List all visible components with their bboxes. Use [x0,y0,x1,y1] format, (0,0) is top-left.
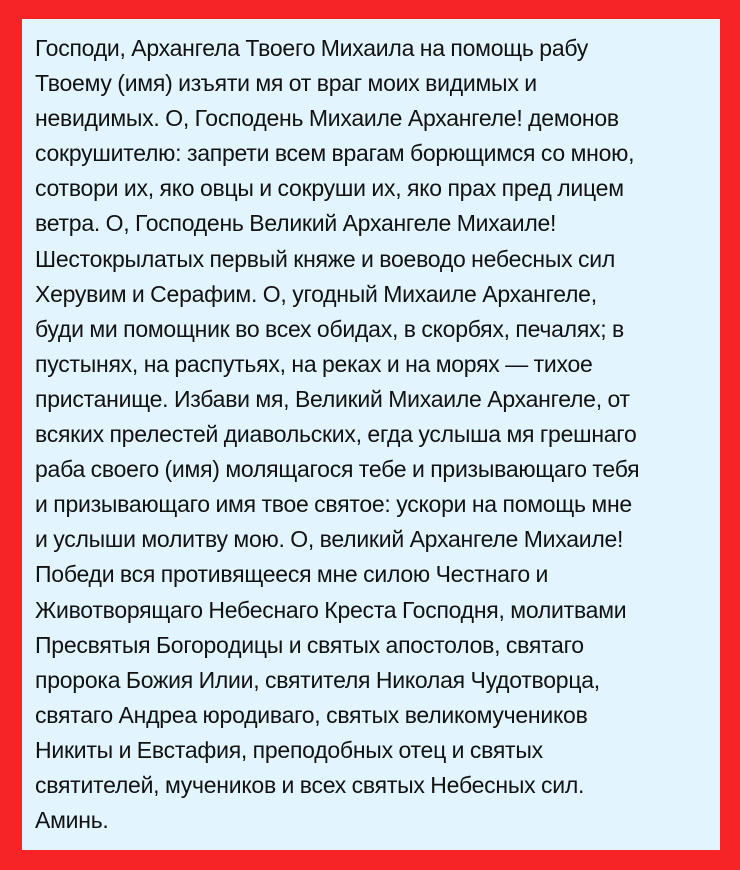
prayer-text: Господи, Архангела Твоего Михаила на помощь рабу Твоему (имя) изъяти мя от враг моих видимых и невидимых. О, Господень Михаиле Архангеле! демонов сокрушителю: запрети всем врагам борющимся со мною, сотвори их, яко овцы и сокруши их, яко прах пред лицем ветра. О, Господень Великий Архангеле Михаиле! Шестокрылатых первый княже и воеводо небесных сил Херувим и Серафим. О, угодный Михаиле Архангеле, буди ми помощник во всех обидах, в скорбях, печалях; в пустынях, на распутьях, на реках и на морях — тихое пристанище. Избави мя, Великий Михаиле Архангеле, от всяких прелестей диавольских, егда услыша мя грешнаго раба своего (имя) молящагося тебе и призывающаго тебя и призывающаго имя твое святое: ускори на помощь мне и услыши молитву мою. О, великий Архангеле Михаиле! Победи вся противящееся мне силою Честнаго и Животворящаго Небеснаго Креста Господня, молитвами Пресвятыя Богородицы и святых апостолов, святаго пророка Божия Илии, святителя Николая Чудотворца, святаго Андреа юродиваго, святых великомучеников Никиты и Евстафия, преподобных отец и святых святителей, мучеников и всех святых Небесных сил. Аминь. [35,35,640,834]
prayer-panel [22,19,720,850]
